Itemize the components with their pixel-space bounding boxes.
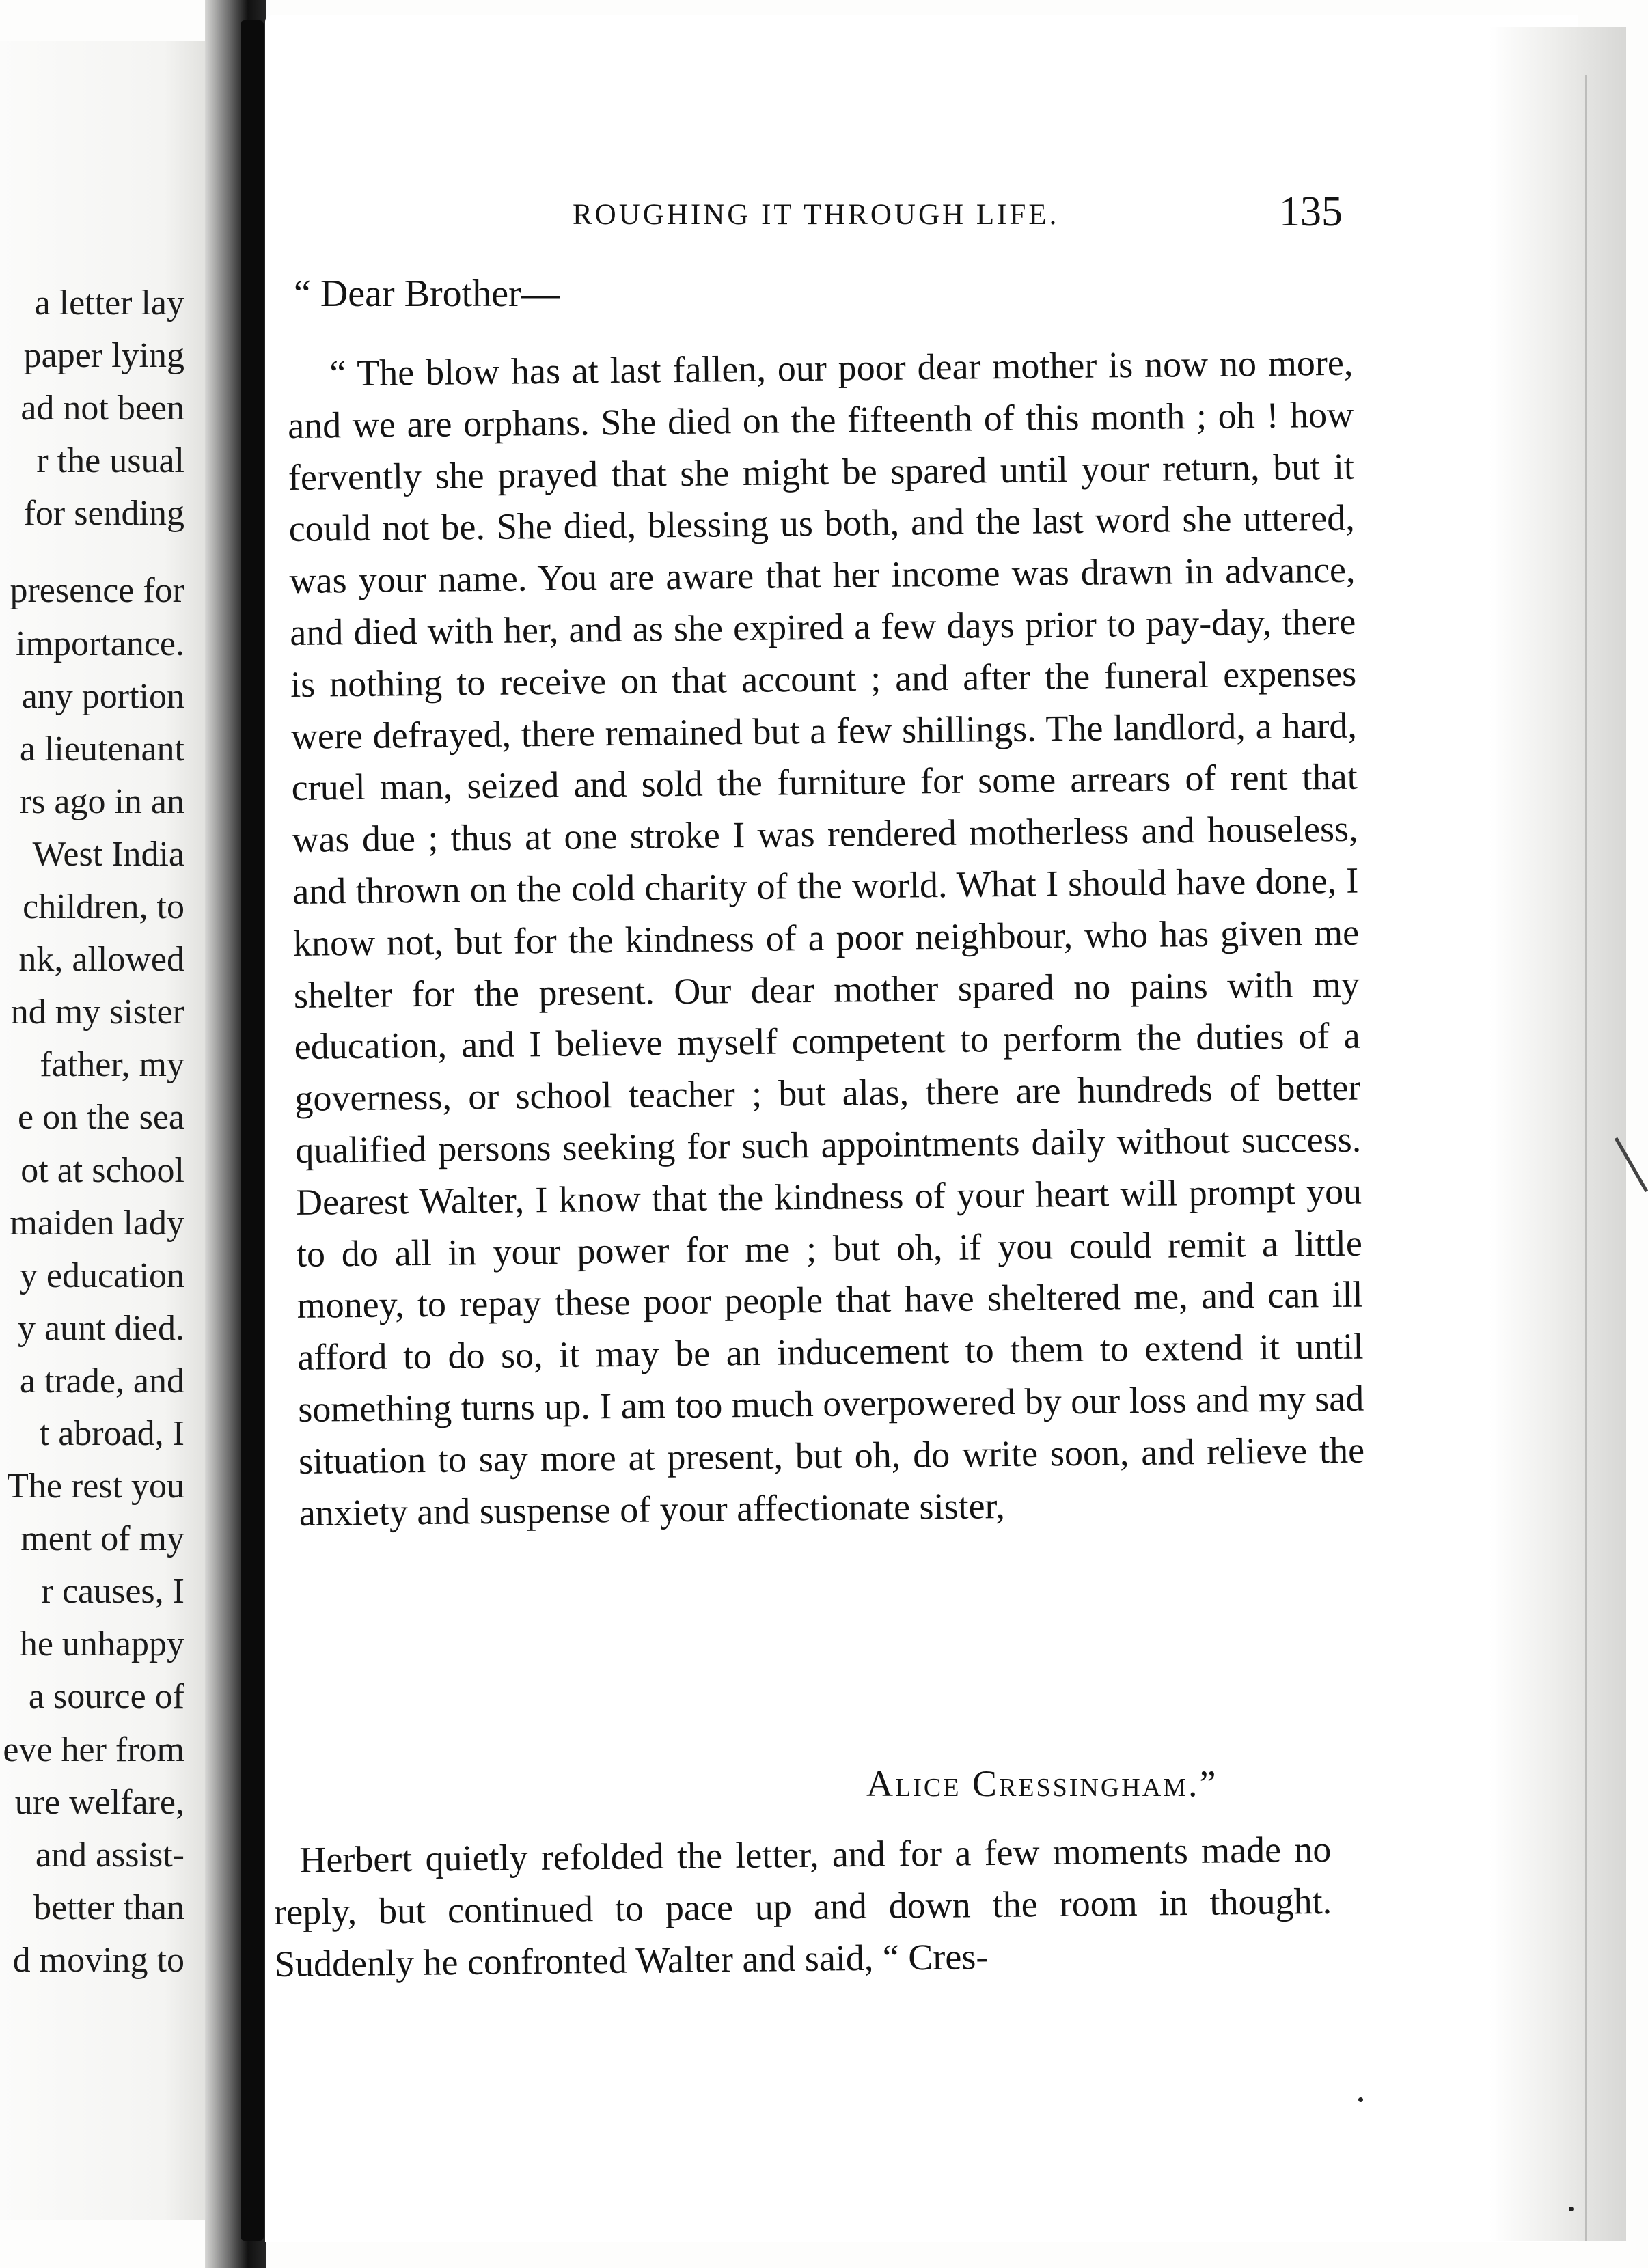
facing-page-line: y education xyxy=(19,1256,184,1295)
facing-page-line: for sending xyxy=(23,494,184,534)
facing-page-line: West India xyxy=(32,834,184,874)
letter-body: “ The blow has at last fallen, our poor dear mother is now no more, and we are orphans. She died on the fifteenth of this month ; oh ! how fervently she prayed that she might be spared until your return, but it could not be. She died, blessing us both, and the last word she uttered, was your name. You are aware that her income was drawn in advance, and died with her, and as she expired a few days prior to pay-day, there is nothing to receive on that account ; and after the funeral expenses were defrayed, there remained but a few shillings. The landlord, a hard, cruel man, seized and sold the furniture for some arrears of rent that was due ; thus at one stroke I was rendered motherless and houseless, and thrown on the cold charity of the world. What I should have done, I know not, but for the kindness of a poor neighbour, who has given me shelter for the present. Our dear mother spared no pains with my education, and I believe myself competent to perform the duties of a governess, or school teacher ; but alas, there are hundreds of better qualified persons seeking for such appointments daily without success. Dearest Walter, I know that the kindness of your heart will prompt you to do all in your power for me ; but oh, if you could remit a little money, to repay these poor people that have sheltered me, and can ill afford to do so, it may be an inducement to them to extend it until something turns up. I am too much overpowered by our loss and my sad situation to say more at present, but oh, do write soon, and relieve the anxiety and suspense of your affectionate sister, xyxy=(287,342,1365,1534)
facing-page-line: eve her from xyxy=(3,1730,184,1769)
facing-page-line: he unhappy xyxy=(19,1624,184,1664)
letter-salutation: “ Dear Brother— xyxy=(294,273,560,315)
facing-page-line: importance. xyxy=(16,624,184,663)
facing-page-line: presence for xyxy=(10,571,184,611)
facing-page-line: a letter lay xyxy=(34,284,184,322)
facing-page-line: nd my sister xyxy=(10,993,184,1032)
facing-page-text xyxy=(0,277,205,1987)
facing-page-line: any portion xyxy=(21,676,184,716)
facing-page-line: ment of my xyxy=(20,1519,184,1559)
page-number: 135 xyxy=(1279,189,1343,235)
facing-page-paragraph-gap xyxy=(0,540,205,564)
facing-page-line: r the usual xyxy=(36,441,184,481)
running-head: ROUGHING IT THROUGH LIFE. xyxy=(573,199,1060,231)
facing-page-line: a trade, and xyxy=(19,1361,184,1400)
facing-page-fragment xyxy=(0,41,205,2220)
facing-page-line: y aunt died. xyxy=(17,1308,184,1348)
facing-page-line: a lieutenant xyxy=(19,729,184,769)
facing-page-line: t abroad, I xyxy=(39,1413,184,1453)
facing-page-line: r causes, I xyxy=(41,1572,184,1612)
facing-page-line: children, to xyxy=(23,887,184,927)
facing-page-line: maiden lady xyxy=(10,1203,184,1243)
facing-page-line: nk, allowed xyxy=(18,940,184,980)
narrative-paragraph: Herbert quietly refolded the letter, and for a few moments made no reply, but continued to pace up and down the room in thought. Suddenly he confronted Walter and said, “ Cres- xyxy=(273,1828,1332,1984)
facing-page-line: better than xyxy=(33,1887,184,1927)
page-edge-line xyxy=(1585,75,1587,2241)
facing-page-line: ure welfare, xyxy=(14,1782,184,1822)
scan-speck xyxy=(1569,2207,1574,2211)
facing-page-line: ot at school xyxy=(20,1150,184,1190)
facing-page-line: rs ago in an xyxy=(19,782,184,821)
facing-page-line: father, my xyxy=(40,1045,184,1085)
facing-page-line: a source of xyxy=(28,1677,184,1717)
scan-speck xyxy=(1358,2097,1363,2102)
facing-page-line: d moving to xyxy=(12,1940,184,1980)
letter-signature: Alice Cressingham.” xyxy=(866,1763,1218,1804)
facing-page-line: The rest you xyxy=(7,1467,184,1506)
book-spine-edge xyxy=(241,20,264,2241)
facing-page-line: e on the sea xyxy=(17,1098,184,1137)
facing-page-line: ad not been xyxy=(20,389,184,428)
facing-page-line: and assist- xyxy=(35,1835,184,1875)
facing-page-line: paper lying xyxy=(23,336,184,376)
page-edge-shading xyxy=(1489,27,1626,2241)
